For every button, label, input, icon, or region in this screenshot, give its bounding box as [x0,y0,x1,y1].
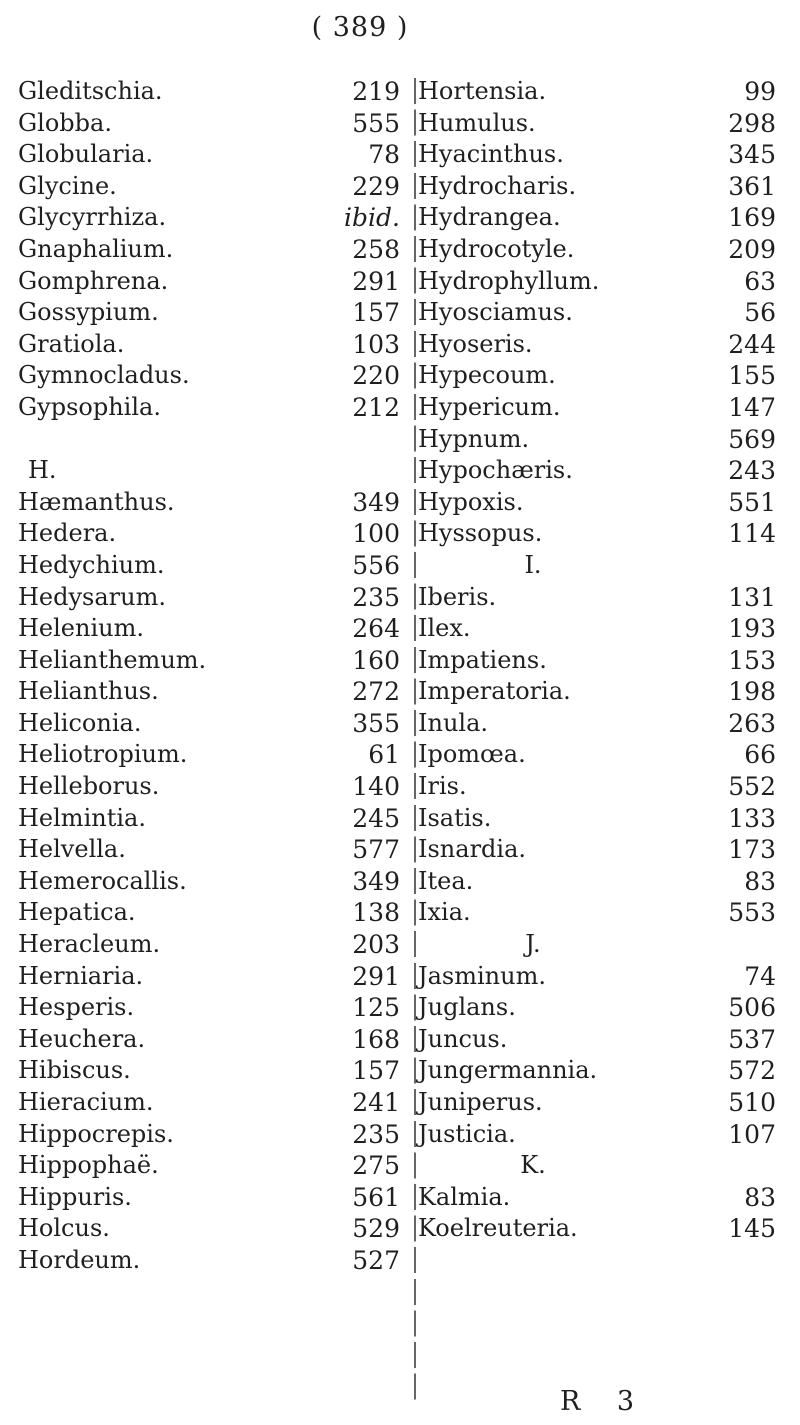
entry-page-number: 83 [744,1182,776,1212]
entry-page-number: 245 [352,803,400,833]
entry-name: Hyosciamus. [418,298,573,327]
entry-page-number: 569 [728,424,776,454]
index-entry [418,1087,776,1119]
entry-page-number: 131 [728,582,776,612]
entry-name: Helvella. [18,835,126,864]
entry-page-number: 527 [352,1245,400,1275]
entry-page-number: 263 [728,708,776,738]
entry-page-number: 138 [352,898,400,928]
entry-name: Helianthus. [18,677,159,706]
entry-name: Ilex. [418,614,471,643]
index-entry [418,961,776,993]
entry-name: Hypnum. [418,424,530,453]
entry-name: Hypecoum. [418,361,556,390]
entry-name: Hepatica. [18,898,136,927]
entry-name: Hypoxis. [418,487,524,516]
entry-page-number: 529 [352,1214,400,1244]
entry-page-number: 140 [352,772,400,802]
index-entry [18,297,416,329]
entry-page-number: 61 [368,740,400,770]
entry-page-number: 551 [728,487,776,517]
entry-name: Hydrocharis. [418,171,577,200]
section-letter-heading: H. [28,456,57,485]
index-entry [418,392,776,424]
index-entry [418,329,776,361]
entry-page-number: 229 [352,171,400,201]
entry-name: Koelreuteria. [418,1214,578,1243]
entry-name: Gratiola. [18,329,125,358]
index-entry [418,518,776,550]
index-entry [18,803,416,835]
index-entry [18,202,416,234]
entry-page-number: 147 [728,392,776,422]
entry-page-number: 349 [352,866,400,896]
section-letter-heading: K. [520,1151,546,1180]
entry-page-number: 56 [744,298,776,328]
entry-page-number: 349 [352,487,400,517]
entry-page-number: 212 [352,392,400,422]
index-entry [18,834,416,866]
entry-page-number: 355 [352,708,400,738]
entry-name: Hesperis. [18,993,135,1022]
entry-name: Impatiens. [418,645,547,674]
entry-name: Glycine. [18,171,117,200]
index-entry [18,266,416,298]
entry-page-number: 114 [728,519,776,549]
entry-name: Isnardia. [418,835,527,864]
entry-page-number: 220 [352,361,400,391]
section-letter-heading: J. [525,930,541,959]
index-entry [18,424,416,456]
entry-name: Holcus. [18,1214,110,1243]
index-entry [18,76,416,108]
index-entry [18,139,416,171]
entry-page-number: 291 [352,266,400,296]
entry-page-number: 74 [744,961,776,991]
entry-page-number: 160 [352,645,400,675]
entry-name: Hydrophyllum. [418,266,600,295]
entry-name: Heuchera. [18,1024,146,1053]
entry-page-number: 103 [352,329,400,359]
entry-page-number: 258 [352,234,400,264]
entry-name: Hedera. [18,519,117,548]
entry-name: Herniaria. [18,961,144,990]
entry-name: Hydrangea. [418,203,561,232]
entry-name: Iberis. [418,582,497,611]
entry-name: Ixia. [418,898,471,927]
entry-page-number: 537 [728,1024,776,1054]
entry-name: Heliconia. [18,708,142,737]
index-entry [418,771,776,803]
entry-name: Gymnocladus. [18,361,190,390]
index-entry [18,582,416,614]
entry-name: Hyoseris. [418,329,533,358]
entry-page-number: 63 [744,266,776,296]
entry-page-number: 209 [728,234,776,264]
entry-page-number: 555 [352,108,400,138]
entry-page-number: 66 [744,740,776,770]
index-entry [18,645,416,677]
index-entry [418,739,776,771]
entry-page-number: 572 [728,1056,776,1086]
section-letter-heading: I. [524,550,542,579]
index-entry [418,897,776,929]
entry-name: Juncus. [418,1024,508,1053]
index-entry [18,518,416,550]
index-entry [18,171,416,203]
index-entry [418,202,776,234]
entry-name: Jasminum. [418,961,546,990]
index-entry [18,329,416,361]
index-column-left [18,76,416,1277]
index-entry [418,297,776,329]
column-divider [414,78,416,1403]
entry-page-number: 556 [352,550,400,580]
entry-name: Juglans. [418,993,516,1022]
index-entry [418,992,776,1024]
entry-page-number: 99 [744,77,776,106]
index-entry [418,171,776,203]
index-entry [18,1119,416,1151]
entry-page-number: 153 [728,645,776,675]
index-entry [18,897,416,929]
index-entry [418,708,776,740]
index-entry [418,803,776,835]
entry-name: Hypochæris. [418,456,573,485]
index-entry [18,708,416,740]
entry-page-number: 552 [728,772,776,802]
entry-name: Helenium. [18,614,144,643]
entry-name: Hieracium. [18,1088,154,1116]
entry-page-number: 235 [352,1119,400,1149]
entry-page-number: 173 [728,835,776,865]
index-entry [418,234,776,266]
entry-page-number: 198 [728,677,776,707]
index-entry [18,234,416,266]
index-entry [18,771,416,803]
entry-name: Helmintia. [18,803,146,832]
entry-name: Hydrocotyle. [418,234,575,263]
entry-page-number: 243 [728,456,776,486]
entry-name: Heliotropium. [18,740,188,769]
entry-name: Gomphrena. [18,266,169,295]
entry-name: Gleditschia. [18,77,163,105]
entry-name: Hippophaë. [18,1151,159,1180]
entry-name: Itea. [418,866,474,895]
entry-name: Hæmanthus. [18,487,175,516]
entry-page-number: 298 [728,108,776,138]
entry-page-number: 157 [352,298,400,328]
index-entry [418,139,776,171]
index-entry [418,1182,776,1214]
index-entry [18,676,416,708]
index-entry [18,929,416,961]
index-entry [18,108,416,140]
entry-name: Hyssopus. [418,519,543,548]
index-entry [418,613,776,645]
entry-name: Hyacinthus. [418,140,564,169]
entry-page-number: ibid. [344,203,400,233]
index-entry [418,455,776,487]
index-entry [418,582,776,614]
entry-page-number: 561 [352,1182,400,1212]
entry-page-number: 264 [352,614,400,644]
index-entry [18,392,416,424]
index-entry [18,1245,416,1277]
entry-page-number: 275 [352,1151,400,1181]
index-entry [418,645,776,677]
entry-name: Jungermannia. [418,1056,598,1085]
entry-page-number: 203 [352,930,400,960]
entry-name: Inula. [418,708,489,737]
entry-page-number: 577 [352,835,400,865]
entry-page-number: 83 [744,866,776,896]
entry-name: Glycyrrhiza. [18,203,167,232]
entry-page-number: 100 [352,519,400,549]
index-entry [18,739,416,771]
entry-name: Globba. [18,108,112,137]
entry-page-number: 133 [728,803,776,833]
entry-page-number: 145 [728,1214,776,1244]
entry-name: Justicia. [418,1119,516,1148]
index-entry [418,487,776,519]
entry-page-number: 510 [728,1088,776,1117]
index-entry [18,1182,416,1214]
entry-page-number: 219 [352,77,400,106]
entry-page-number: 272 [352,677,400,707]
entry-name: Globularia. [18,140,154,169]
index-entry [418,1119,776,1151]
entry-page-number: 78 [368,140,400,170]
entry-name: Hedysarum. [18,582,166,611]
entry-name: Hypericum. [418,392,561,421]
index-column-right [418,76,776,1245]
entry-name: Gypsophila. [18,392,161,421]
signature-mark: R 3 [560,1386,649,1417]
entry-page-number: 345 [728,140,776,170]
entry-page-number: 157 [352,1056,400,1086]
entry-name: Isatis. [418,803,492,832]
page-number: ( 389 ) [311,12,409,43]
entry-name: Hedychium. [18,550,165,579]
entry-name: Juniperus. [418,1088,543,1116]
index-entry [418,76,776,108]
entry-page-number: 241 [352,1088,400,1117]
entry-name: Imperatoria. [418,677,571,706]
index-entry [418,1024,776,1056]
index-entry [18,1024,416,1056]
index-entry [18,866,416,898]
entry-name: Gnaphalium. [18,234,174,263]
index-entry [418,1055,776,1087]
index-entry [418,108,776,140]
entry-page-number: 506 [728,993,776,1023]
index-entry [418,266,776,298]
index-entry [18,550,416,582]
index-entry [18,1087,416,1119]
entry-name: Kalmia. [418,1182,511,1211]
entry-name: Helleborus. [18,772,160,801]
entry-page-number: 169 [728,203,776,233]
entry-name: Iris. [418,772,467,801]
entry-name: Ipomœa. [418,740,526,769]
entry-page-number: 553 [728,898,776,928]
index-entry [418,424,776,456]
index-entry [418,834,776,866]
index-entry [18,487,416,519]
entry-name: Hortensia. [418,77,547,105]
entry-page-number: 291 [352,961,400,991]
entry-name: Hibiscus. [18,1056,131,1085]
entry-name: Helianthemum. [18,645,207,674]
index-entry [18,1055,416,1087]
index-entry [18,1150,416,1182]
entry-name: Hordeum. [18,1245,141,1274]
index-entry [418,676,776,708]
entry-page-number: 107 [728,1119,776,1149]
entry-name: Heracleum. [18,930,161,959]
entry-page-number: 361 [728,171,776,201]
entry-page-number: 244 [728,329,776,359]
index-entry [418,866,776,898]
entry-page-number: 125 [352,993,400,1023]
index-entry [18,360,416,392]
entry-name: Hippuris. [18,1182,132,1211]
index-entry [18,1213,416,1245]
index-entry [418,360,776,392]
entry-name: Hemerocallis. [18,866,187,895]
index-entry [18,613,416,645]
entry-page-number: 193 [728,614,776,644]
index-entry [18,992,416,1024]
entry-page-number: 168 [352,1024,400,1054]
index-entry [18,961,416,993]
entry-name: Humulus. [418,108,536,137]
entry-page-number: 155 [728,361,776,391]
index-entry [418,1213,776,1245]
entry-page-number: 235 [352,582,400,612]
entry-name: Gossypium. [18,298,159,327]
entry-name: Hippocrepis. [18,1119,174,1148]
